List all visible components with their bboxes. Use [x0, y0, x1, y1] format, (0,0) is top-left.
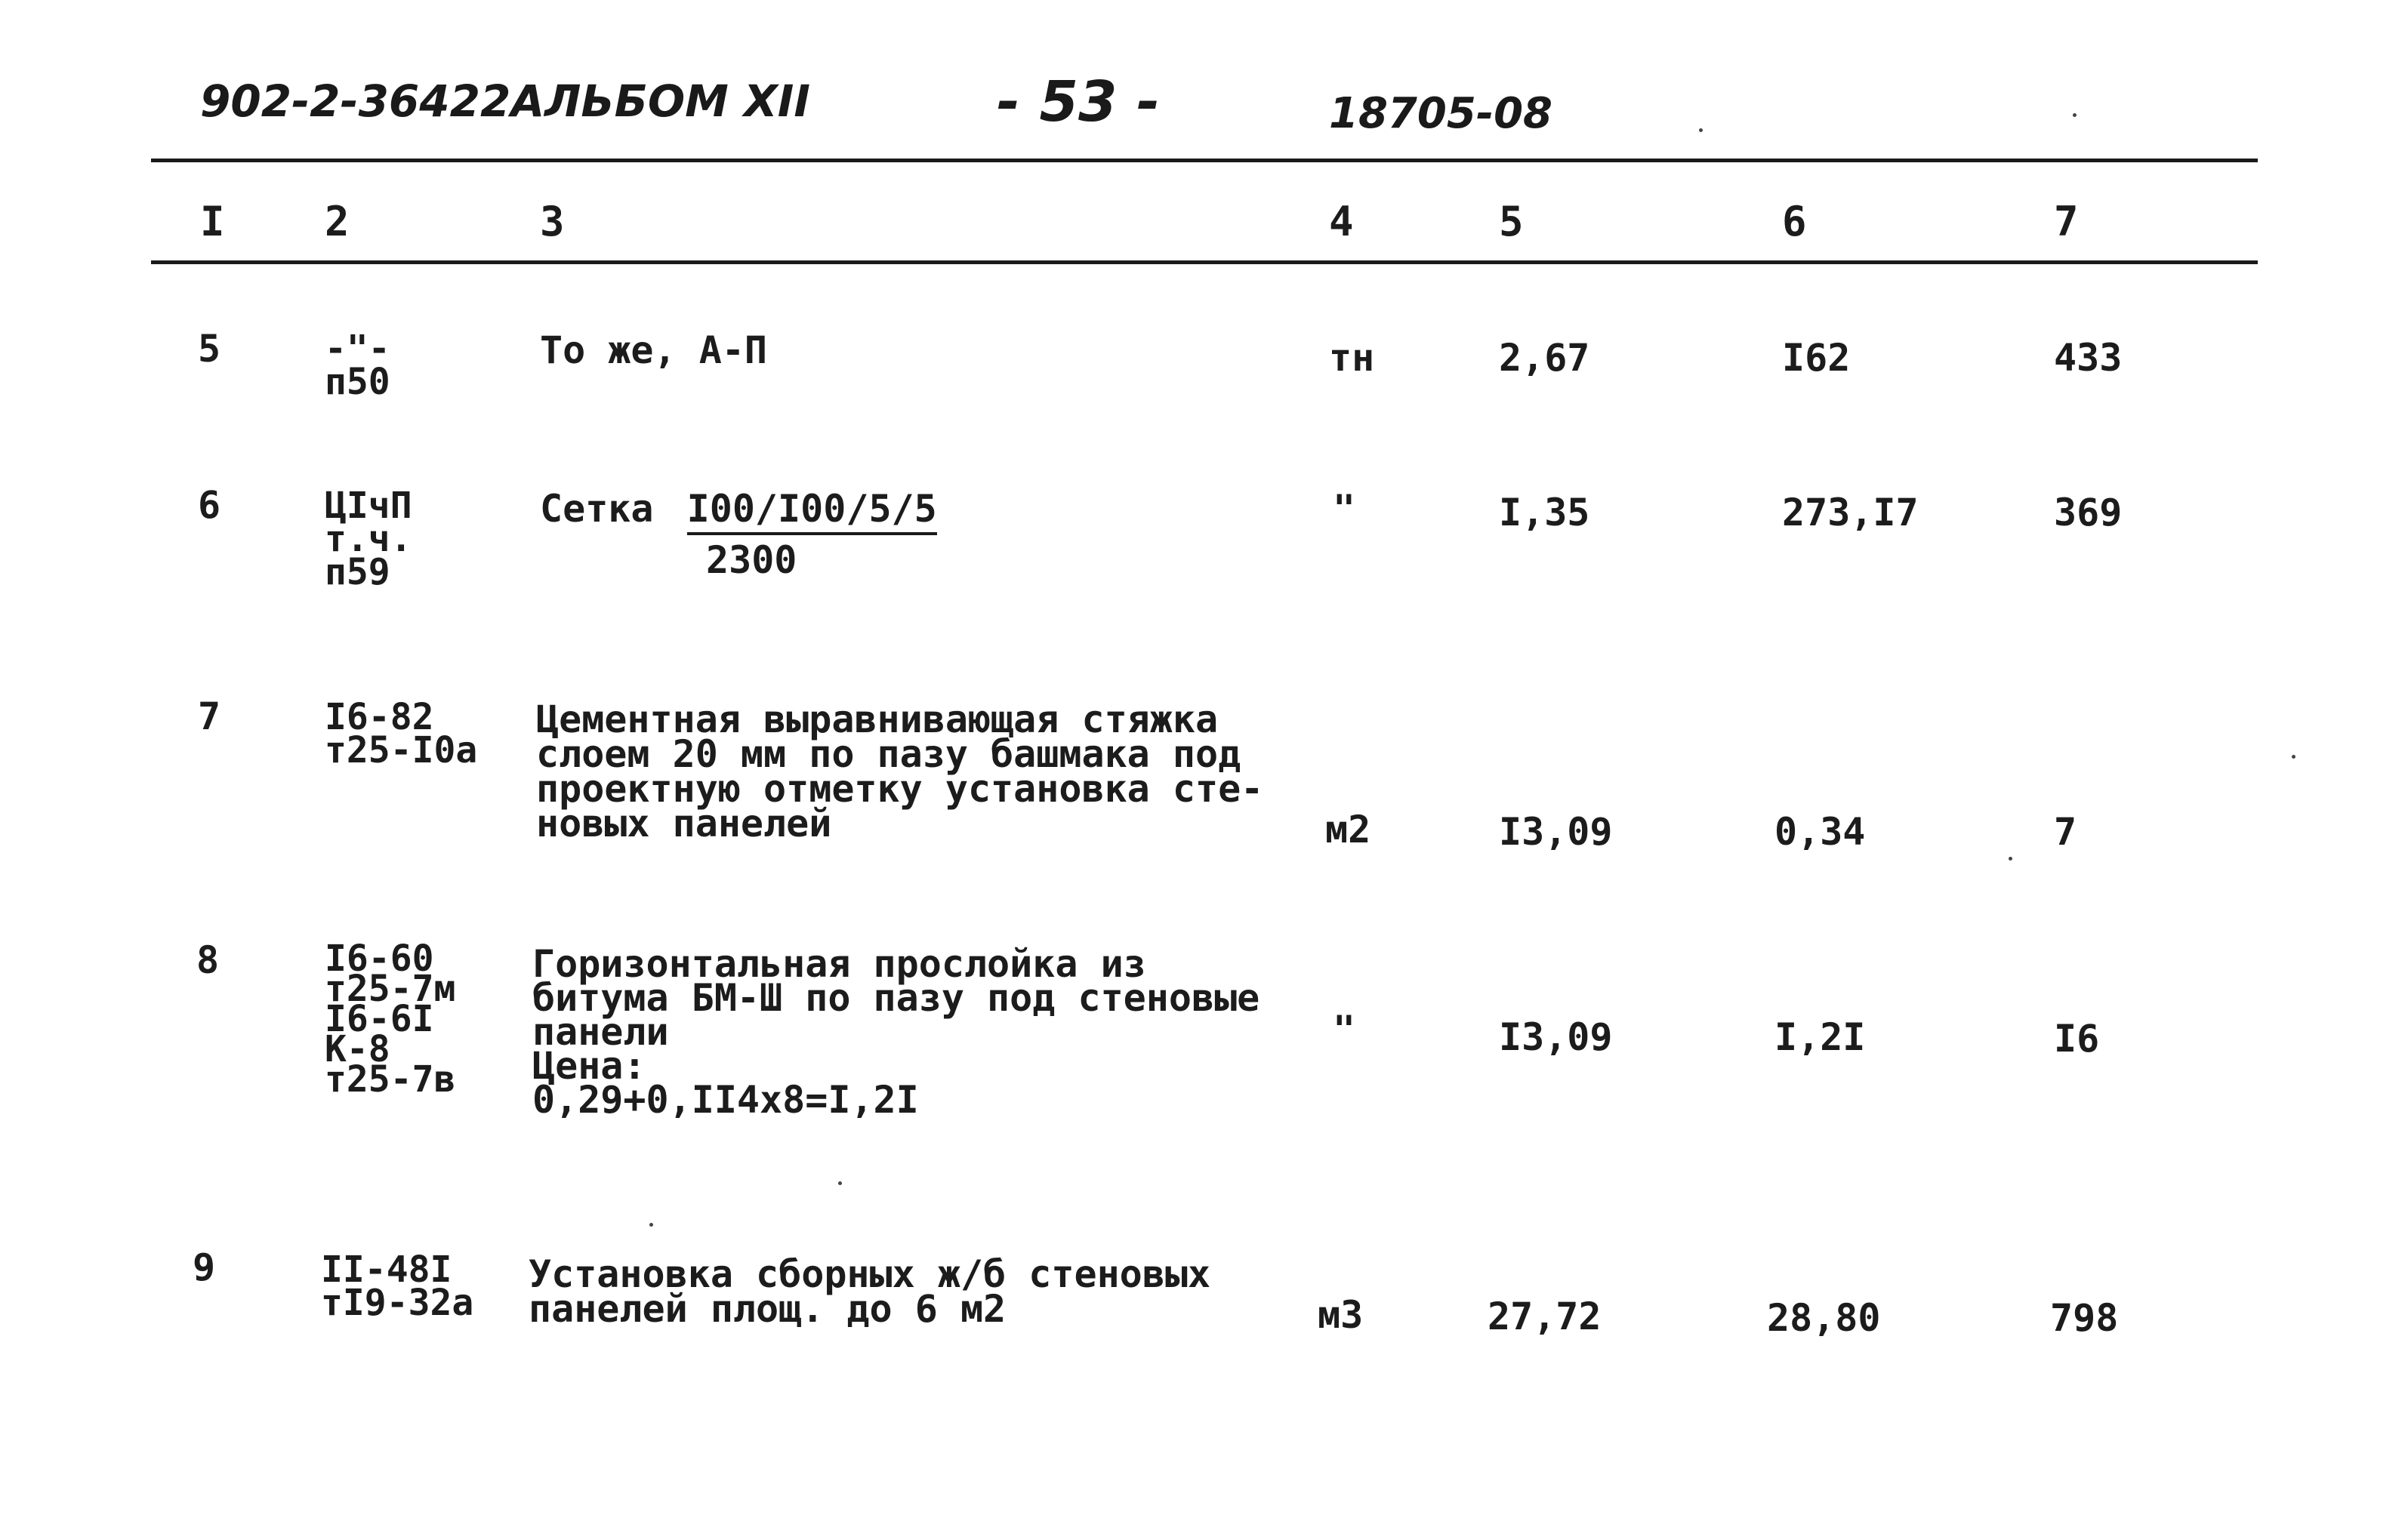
norm-code-line: п50 — [325, 361, 390, 403]
description-line: новых панелей — [536, 802, 832, 845]
work-description — [536, 697, 1264, 845]
norm-code-line: I6-60 — [325, 938, 434, 980]
work-description — [529, 1252, 1211, 1331]
unit-price: I,2I — [1774, 1015, 1866, 1059]
work-description — [540, 487, 937, 531]
description-line: Цементная выравнивающая стяжка — [536, 697, 1219, 741]
norm-code-line: т.ч. — [325, 518, 412, 560]
norm-code-line: т25-I0а — [325, 729, 478, 771]
norm-code-line: -"- — [325, 328, 390, 370]
col-header-7: 7 — [2054, 198, 2079, 245]
unit: м2 — [1325, 808, 1371, 851]
row-number: 7 — [198, 694, 221, 738]
scan-speck — [2073, 113, 2077, 117]
unit: тн — [1329, 336, 1375, 380]
col-header-4: 4 — [1329, 198, 1354, 245]
col-header-5: 5 — [1499, 198, 1524, 245]
fraction-numerator: I00/I00/5/5 — [687, 487, 937, 535]
row-number: 5 — [198, 327, 221, 371]
header-bottom-rule — [151, 260, 2258, 264]
unit: м3 — [1318, 1293, 1364, 1337]
norm-code-line: тI9-32а — [321, 1282, 474, 1324]
work-description: То же, А-П — [540, 328, 768, 372]
row-number: 8 — [196, 938, 220, 982]
unit-price: 28,80 — [1767, 1296, 1881, 1340]
norm-code — [325, 328, 390, 403]
norm-code-line: п59 — [325, 551, 390, 593]
unit: " — [1333, 487, 1356, 531]
description-prefix: Сетка — [540, 487, 654, 531]
description-line: проектную отметку установка сте- — [536, 767, 1264, 811]
norm-code — [325, 485, 412, 593]
top-rule — [151, 159, 2258, 162]
total-cost: 369 — [2054, 491, 2123, 534]
description-line: панели — [532, 1010, 669, 1054]
description-line: Установка сборных ж/б стеновых — [529, 1252, 1211, 1296]
page-number: - 53 - — [997, 69, 1160, 134]
unit-price: 0,34 — [1774, 810, 1866, 854]
norm-code — [321, 1249, 474, 1324]
description-line: битума БМ-Ш по пазу под стеновые — [532, 976, 1260, 1020]
description-line: слоем 20 мм по пазу башмака под — [536, 732, 1241, 776]
scan-speck — [2009, 857, 2012, 861]
scan-speck — [649, 1223, 653, 1227]
quantity: 2,67 — [1499, 336, 1590, 380]
fraction-denominator: 2300 — [706, 538, 797, 582]
scan-speck — [838, 1181, 842, 1185]
description-line: Цена: — [532, 1044, 646, 1088]
quantity: 27,72 — [1488, 1295, 1602, 1338]
norm-code-line: т25-7м — [325, 968, 456, 1010]
scan-speck — [2292, 755, 2295, 759]
description-line: 0,29+0,II4х8=I,2I — [532, 1078, 919, 1122]
unit-price: I62 — [1782, 336, 1851, 380]
total-cost: 433 — [2054, 336, 2123, 380]
norm-code — [325, 696, 478, 771]
norm-code-line: К-8 — [325, 1028, 390, 1070]
description-line: Горизонтальная прослойка из — [532, 942, 1146, 986]
col-header-3: 3 — [540, 198, 565, 245]
norm-code-line: ЦIчП — [325, 485, 412, 527]
total-cost: 7 — [2054, 810, 2077, 854]
quantity: I,35 — [1499, 491, 1590, 534]
scan-speck — [1699, 128, 1703, 132]
unit-price: 273,I7 — [1782, 491, 1919, 534]
norm-code — [325, 938, 456, 1101]
inventory-number: 18705-08 — [1329, 89, 1552, 138]
total-cost: I6 — [2054, 1017, 2100, 1061]
norm-code-line: I6-82 — [325, 696, 434, 738]
norm-code-line: I6-6I — [325, 998, 434, 1040]
norm-code-line: II-48I — [321, 1249, 452, 1291]
quantity: I3,09 — [1499, 1015, 1613, 1059]
col-header-1: I — [200, 198, 225, 245]
row-number: 6 — [198, 483, 221, 527]
row-number: 9 — [193, 1246, 216, 1289]
norm-code-line: т25-7в — [325, 1058, 456, 1101]
unit: " — [1333, 1008, 1356, 1052]
description-line: панелей площ. до 6 м2 — [529, 1287, 1007, 1331]
quantity: I3,09 — [1499, 810, 1613, 854]
total-cost: 798 — [2050, 1296, 2119, 1340]
col-header-2: 2 — [325, 198, 350, 245]
work-description — [532, 942, 1260, 1122]
col-header-6: 6 — [1782, 198, 1807, 245]
document-code: 902-2-36422АЛЬБОМ XII — [200, 75, 810, 127]
